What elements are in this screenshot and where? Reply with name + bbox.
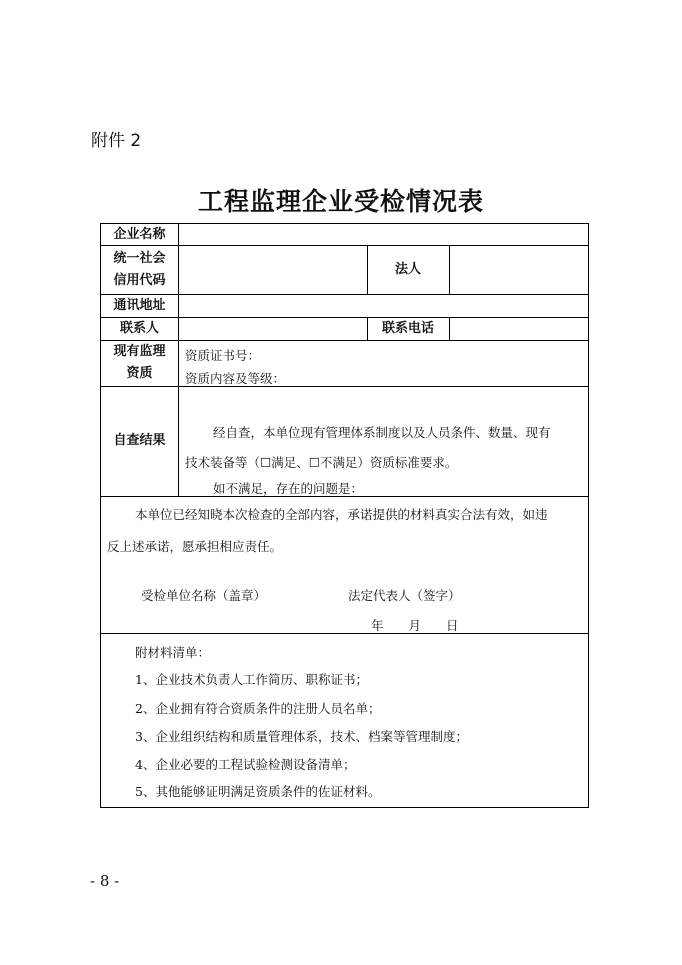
self-check-line3: 如不满足，存在的问题是：	[213, 481, 364, 496]
scope-label: 资质内容及等级：	[185, 371, 286, 386]
attachment-item-2: 2、企业拥有符合资质条件的注册人员名单；	[135, 701, 381, 716]
page-number: - 8 -	[90, 872, 120, 890]
self-check-line1: 经自查，本单位现有管理体系制度以及人员条件、数量、现有	[213, 425, 551, 440]
qualification-label-line1: 现有监理	[113, 344, 166, 359]
credit-code-label-line1: 统一社会	[113, 250, 166, 266]
column-divider	[449, 245, 450, 294]
attachment-item-5: 5、其他能够证明满足资质条件的佐证材料。	[135, 784, 381, 799]
attachment-label: 附件 2	[91, 131, 142, 151]
row-divider	[101, 633, 588, 634]
contact-label: 联系人	[119, 320, 159, 336]
credit-code-label	[101, 245, 178, 294]
qualification-label-line2: 资质	[126, 366, 153, 381]
attachments-title: 附材料清单：	[135, 645, 211, 660]
credit-code-label-line2: 信用代码	[113, 272, 166, 288]
legal-rep-label: 法人	[394, 261, 421, 277]
attachment-item-3: 3、企业组织结构和质量管理体系，技术、档案等管理制度；	[135, 729, 468, 744]
attachment-item-4: 4、企业必要的工程试验检测设备清单；	[135, 757, 356, 772]
seal-label: 受检单位名称（盖章）	[141, 588, 267, 603]
column-divider	[449, 317, 450, 340]
attachment-item-1: 1、企业技术负责人工作简历、职称证书；	[135, 672, 368, 687]
form-title: 工程监理企业受检情况表	[197, 187, 484, 216]
commitment-line1: 本单位已经知晓本次检查的全部内容，承诺提供的材料真实合法有效，如违	[135, 507, 548, 522]
commitment-line2: 反上述承诺，愿承担相应责任。	[107, 539, 283, 554]
column-divider	[178, 224, 179, 496]
self-check-label: 自查结果	[113, 433, 166, 448]
phone-label: 联系电话	[381, 320, 434, 336]
qualification-label	[101, 340, 178, 386]
company-name-label: 企业名称	[113, 226, 166, 242]
cert-no-label: 资质证书号：	[185, 348, 261, 363]
date-label: 年 月 日	[371, 618, 459, 633]
inspection-form-table	[100, 223, 589, 808]
self-check-line2: 技术装备等（☐满足、☐不满足）资质标准要求。	[185, 455, 458, 470]
signature-label: 法定代表人（签字）	[348, 588, 461, 603]
address-label: 通讯地址	[113, 297, 166, 313]
